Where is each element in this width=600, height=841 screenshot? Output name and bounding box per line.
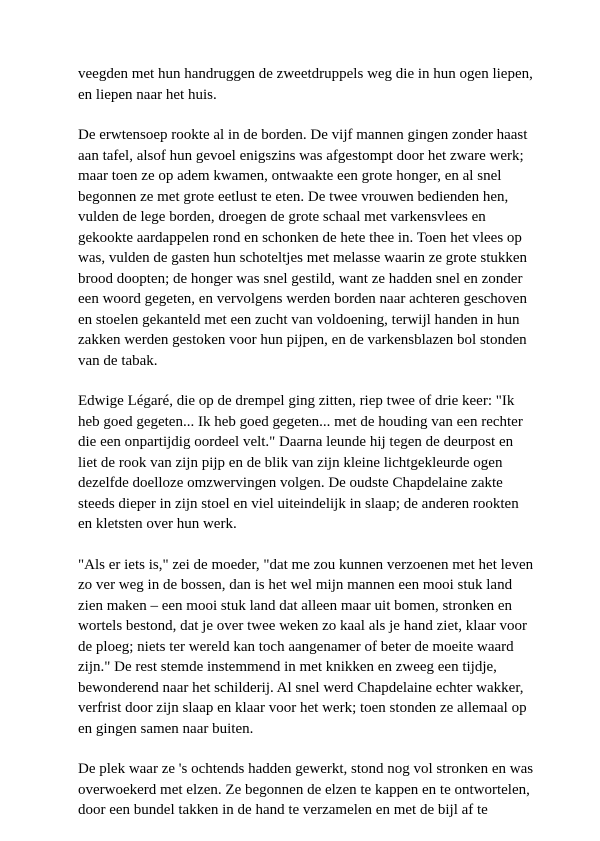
text-line: zakken werden gestoken voor hun pijpen, en de varkensblazen bol stonden — [78, 332, 527, 348]
text-line: liet de rook van zijn pijp en de blik van zijn kleine lichtgekleurde ogen — [78, 454, 503, 471]
paragraph-1 — [78, 64, 538, 105]
text-line: en stoelen gekanteld met een zucht van voldoening, terwijl handen in hun — [78, 311, 520, 328]
document-page — [78, 64, 538, 841]
text-line: heb goed gegeten... Ik heb goed gegeten... met de houding van een rechter — [78, 413, 523, 430]
text-line: aan tafel, alsof hun gevoel enigszins was afgestompt door het zware werk; — [78, 147, 524, 164]
text-line: gekookte aardappelen rond en schonken de hete thee in. Toen het vlees op — [78, 229, 522, 246]
text-line: "Als er iets is," zei de moeder, "dat me zou kunnen verzoenen met het leven — [78, 556, 534, 573]
text-line: van de tabak. — [78, 352, 158, 369]
text-line: een woord gegeten, en vervolgens werden borden naar achteren geschoven — [78, 291, 527, 307]
paragraph-5 — [78, 759, 538, 821]
paragraph-3 — [78, 391, 538, 535]
text-line: maar toen ze op adem kwamen, ontwaakte een grote honger, en al snel — [78, 168, 502, 184]
text-line: verfrist door zijn slaap en klaar voor het werk; toen stonden ze allemaal op — [78, 700, 527, 716]
text-line: bewonderend naar het schilderij. Al snel werd Chapdelaine echter wakker, — [78, 679, 524, 696]
text-line: en liepen naar het huis. — [78, 86, 217, 103]
text-line: veegden met hun handruggen de zweetdruppels weg die in hun ogen liepen, — [78, 66, 533, 82]
paragraph-4 — [78, 555, 538, 740]
text-line: zo ver weg in de bossen, dan is het wel mijn mannen een mooi stuk land — [78, 577, 513, 593]
text-line: en gingen samen naar buiten. — [78, 720, 254, 737]
text-line: De erwtensoep rookte al in de borden. De vijf mannen gingen zonder haast — [78, 127, 528, 143]
text-line: begonnen ze met grote eetlust te eten. De twee vrouwen bedienden hen, — [78, 188, 509, 205]
text-line: Edwige Légaré, die op de drempel ging zitten, riep twee of drie keer: "Ik — [78, 393, 515, 409]
text-line: overwoekerd met elzen. Ze begonnen de elzen te kappen en te ontwortelen, — [78, 781, 530, 798]
text-line: brood doopten; de honger was snel gestild, want ze hadden snel en zonder — [78, 270, 523, 287]
paragraph-2 — [78, 125, 538, 371]
text-line: de ploeg; niets ter wereld kan toch aangenamer of beter de moeite waard — [78, 638, 514, 655]
text-line: en kletsten over hun werk. — [78, 516, 237, 532]
text-line: zijn." De rest stemde instemmend in met knikken en zweeg een tijdje, — [78, 659, 497, 675]
text-line: dezelfde doelloze omzwervingen volgen. De oudste Chapdelaine zakte — [78, 475, 503, 491]
text-line: steeds dieper in zijn stoel en viel uiteindelijk in slaap; de anderen rookten — [78, 495, 519, 512]
text-line: vulden de lege borden, droegen de grote schaal met varkensvlees en — [78, 209, 486, 225]
text-line: door een bundel takken in de hand te verzamelen en met de bijl af te — [78, 802, 488, 818]
text-line: wortels bestond, dat je over twee weken zo kaal als je hand ziet, klaar voor — [78, 618, 527, 634]
text-line: was, vulden de gasten hun schoteltjes met melasse waarin ze grote stukken — [78, 250, 528, 266]
text-line: De plek waar ze 's ochtends hadden gewerkt, stond nog vol stronken en was — [78, 761, 534, 777]
text-line: zien maken – een mooi stuk land dat alleen maar uit bomen, stronken en — [78, 597, 513, 614]
text-line: die een onpartijdig oordeel velt." Daarna leunde hij tegen de deurpost en — [78, 434, 514, 450]
